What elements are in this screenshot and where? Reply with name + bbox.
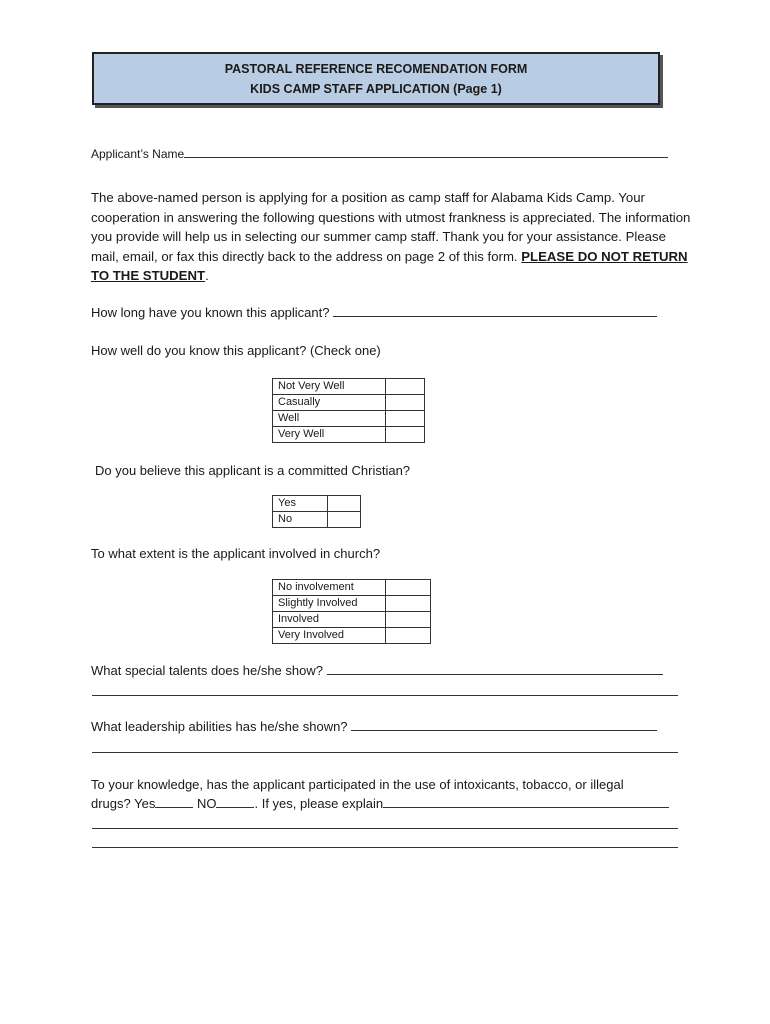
form-header <box>92 52 660 105</box>
explain-label: . If yes, please explain <box>254 796 384 811</box>
table-row <box>273 628 431 644</box>
explain-answer-line-3[interactable] <box>92 847 678 848</box>
leadership-question-row <box>91 717 657 737</box>
option-label: No involvement <box>273 580 386 596</box>
how-well-table <box>272 378 425 443</box>
known-question-row <box>91 303 657 323</box>
option-label: No <box>273 512 328 528</box>
table-row <box>273 411 425 427</box>
table-row <box>273 512 361 528</box>
applicant-name-label: Applicant’s Name <box>91 147 185 161</box>
table-row <box>273 379 425 395</box>
option-label: Very Involved <box>273 628 386 644</box>
yes-label: Yes <box>134 796 156 811</box>
no-field[interactable] <box>216 795 254 808</box>
applicant-name-row <box>91 145 668 165</box>
leadership-question-label: What leadership abilities has he/she shown? <box>91 719 348 734</box>
explain-answer-line-2[interactable] <box>92 828 678 829</box>
check-box[interactable] <box>328 512 361 528</box>
check-box[interactable] <box>386 612 431 628</box>
talents-answer-field[interactable] <box>327 662 663 675</box>
option-label: Well <box>273 411 386 427</box>
church-question: To what extent is the applicant involved in church? <box>91 546 381 561</box>
intro-period: . <box>205 268 209 283</box>
check-box[interactable] <box>386 395 425 411</box>
talents-question-label: What special talents does he/she show? <box>91 663 323 678</box>
check-box[interactable] <box>328 496 361 512</box>
applicant-name-field[interactable] <box>184 145 668 158</box>
how-well-question: How well do you know this applicant? (Check one) <box>91 343 381 358</box>
check-box[interactable] <box>386 379 425 395</box>
christian-table <box>272 495 361 528</box>
option-label: Involved <box>273 612 386 628</box>
intro-text: The above-named person is applying for a position as camp staff for Alabama Kids Camp. Your cooperation in answering the following questions with utmost frankness is appreciated. The information you provide will help us in selecting our summer camp staff. Thank you for your assistance. Please mail, email, or fax this directly back to the address on page 2 of this form. <box>91 190 691 264</box>
yes-field[interactable] <box>155 795 193 808</box>
check-box[interactable] <box>386 427 425 443</box>
table-row <box>273 496 361 512</box>
check-box[interactable] <box>386 596 431 612</box>
option-label: Yes <box>273 496 328 512</box>
known-question-label: How long have you known this applicant? <box>91 305 330 320</box>
explain-field[interactable] <box>383 795 669 808</box>
do-not-return-notice: PLEASE DO NOT RETURN TO THE STUDENT <box>91 248 688 283</box>
drugs-label: drugs? <box>91 796 131 811</box>
intro-paragraph <box>91 188 691 286</box>
talents-question-row <box>91 661 663 681</box>
intoxicants-question: To your knowledge, has the applicant participated in the use of intoxicants, tobacco, or illegal <box>91 777 624 792</box>
intoxicants-answer-row <box>91 794 669 814</box>
table-row <box>273 596 431 612</box>
table-row <box>273 427 425 443</box>
table-row <box>273 612 431 628</box>
church-table <box>272 579 431 644</box>
option-label: Very Well <box>273 427 386 443</box>
option-label: Not Very Well <box>273 379 386 395</box>
table-row <box>273 395 425 411</box>
form-subtitle: KIDS CAMP STAFF APPLICATION (Page 1) <box>250 81 502 96</box>
option-label: Slightly Involved <box>273 596 386 612</box>
known-answer-field[interactable] <box>333 304 657 317</box>
check-box[interactable] <box>386 580 431 596</box>
leadership-answer-line-2[interactable] <box>92 752 678 753</box>
option-label: Casually <box>273 395 386 411</box>
check-box[interactable] <box>386 628 431 644</box>
check-box[interactable] <box>386 411 425 427</box>
form-title: PASTORAL REFERENCE RECOMENDATION FORM <box>224 61 528 76</box>
leadership-answer-field[interactable] <box>351 718 657 731</box>
no-label: NO <box>196 796 217 811</box>
table-row <box>273 580 431 596</box>
christian-question: Do you believe this applicant is a committed Christian? <box>95 463 411 478</box>
talents-answer-line-2[interactable] <box>92 695 678 696</box>
